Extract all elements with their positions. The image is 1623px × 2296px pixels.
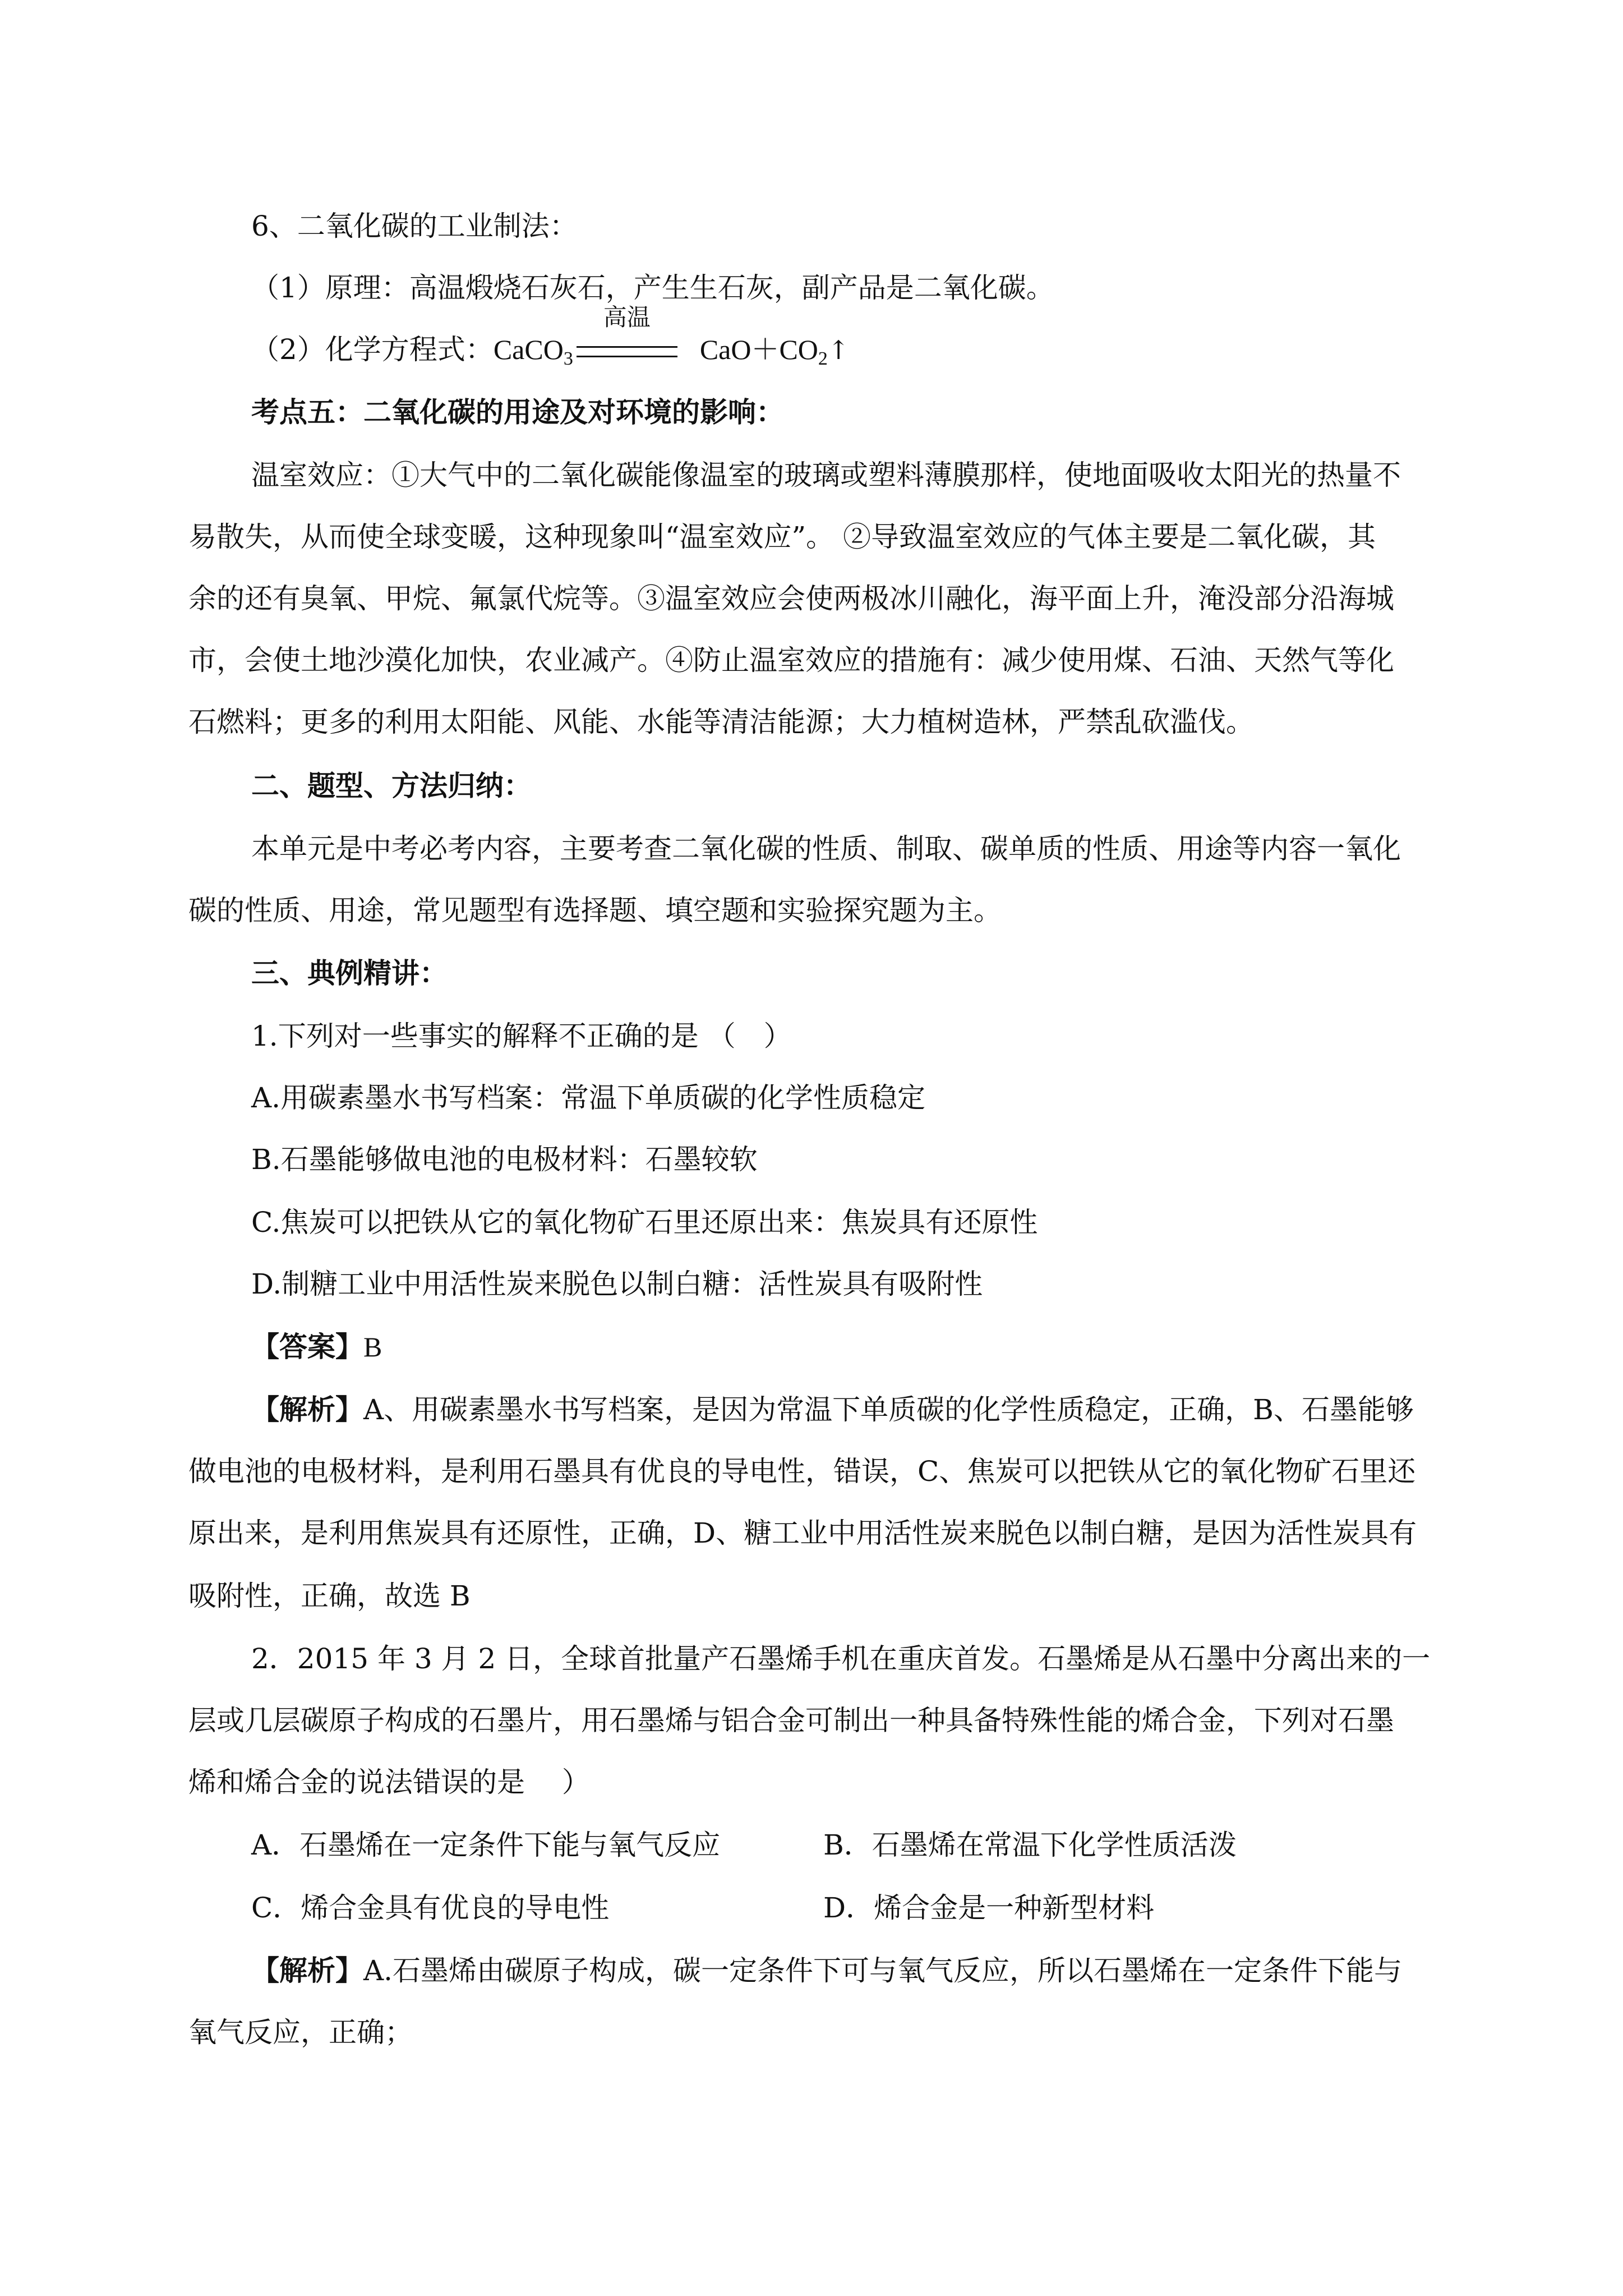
answer-label: 【答案】 [251, 1330, 363, 1363]
point-5-line: 温室效应：①大气中的二氧化碳能像温室的玻璃或塑料薄膜那样，使地面吸收太阳光的热量不 [251, 459, 1401, 491]
question-1-option-c: C.焦炭可以把铁从它的氧化物矿石里还原出来：焦炭具有还原性 [251, 1206, 1038, 1239]
question-2-stem: 层或几层碳原子构成的石墨片，用石墨烯与铝合金可制出一种具备特殊性能的烯合金，下列对石墨 [188, 1704, 1394, 1737]
analysis-line: 做电池的电极材料，是利用石墨具有优良的导电性，错误，C、焦炭可以把铁从它的氧化物矿石里还 [188, 1455, 1416, 1488]
equation-reactant: CaCO [493, 334, 564, 365]
gas-arrow-icon: ↑ [827, 335, 850, 365]
reaction-condition [577, 303, 677, 369]
analysis-label: 【解析】 [251, 1954, 363, 1987]
question-1-option-a: A.用碳素墨水书写档案：常温下单质碳的化学性质稳定 [251, 1082, 926, 1114]
question-2-stem: 2．2015 年 3 月 2 日，全球首批量产石墨烯手机在重庆首发。石墨烯是从石墨中分离出来的一 [251, 1642, 1431, 1675]
question-1-analysis [251, 1390, 1429, 1429]
point-5-line: 市，会使土地沙漠化加快，农业减产。④防止温室效应的措施有：减少使用煤、石油、天然气等化 [188, 644, 1394, 677]
part-2-line: 本单元是中考必考内容，主要考查二氧化碳的性质、制取、碳单质的性质、用途等内容一氧化 [251, 832, 1401, 865]
question-2-option-d: D．烯合金是一种新型材料 [823, 1892, 1155, 1924]
question-2-option-a: A．石墨烯在一定条件下能与氧气反应 [251, 1829, 721, 1861]
point-5-heading: 考点五：二氧化碳的用途及对环境的影响： [251, 395, 784, 429]
question-2-stem: 烯和烯合金的说法错误的是 ） [188, 1766, 590, 1798]
equation-prefix: （2）化学方程式： [251, 333, 494, 366]
section-6-title: 6、二氧化碳的工业制法： [251, 210, 578, 242]
point-5-line: 余的还有臭氧、甲烷、氟氯代烷等。③温室效应会使两极冰川融化，海平面上升，淹没部分沿海城 [188, 582, 1394, 615]
question-2-analysis [251, 1951, 1429, 1990]
equation-products-subscript: 2 [818, 348, 828, 369]
question-1-option-d: D.制糖工业中用活性炭来脱色以制白糖：活性炭具有吸附性 [251, 1268, 983, 1300]
reaction-condition-label: 高温 [603, 303, 651, 331]
analysis-line: A.石墨烯由碳原子构成，碳一定条件下可与氧气反应，所以石墨烯在一定条件下能与 [363, 1954, 1403, 1987]
analysis-line: A、用碳素墨水书写档案，是因为常温下单质碳的化学性质稳定，正确，B、石墨能够 [363, 1393, 1414, 1426]
question-1-answer [251, 1327, 1429, 1366]
equation-products: CaO＋CO [699, 334, 818, 365]
point-5-line: 易散失，从而使全球变暖，这种现象叫“温室效应”。 ②导致温室效应的气体主要是二氧化碳，其 [188, 521, 1376, 553]
equals-sign [577, 346, 677, 357]
question-1-stem: 1.下列对一些事实的解释不正确的是 （ ） [251, 1020, 792, 1052]
equation-reactant-subscript: 3 [563, 348, 573, 369]
question-1-option-b: B.石墨能够做电池的电极材料：石墨较软 [251, 1143, 758, 1176]
analysis-line: 原出来，是利用焦炭具有还原性，正确，D、糖工业中用活性炭来脱色以制白糖，是因为活性炭具有 [188, 1517, 1417, 1549]
part-3-heading: 三、典例精讲： [251, 956, 448, 990]
point-5-line: 石燃料；更多的利用太阳能、风能、水能等清洁能源；大力植树造林，严禁乱砍滥伐。 [188, 706, 1254, 738]
question-2-option-c: C．烯合金具有优良的导电性 [251, 1892, 610, 1924]
chemical-equation [251, 303, 1429, 379]
analysis-line: 吸附性，正确，故选 B [188, 1580, 471, 1612]
part-2-heading: 二、题型、方法归纳： [251, 769, 532, 802]
section-6-principle: （1）原理：高温煅烧石灰石，产生生石灰，副产品是二氧化碳。 [251, 272, 1054, 304]
part-2-line: 碳的性质、用途，常见题型有选择题、填空题和实验探究题为主。 [188, 894, 1002, 927]
analysis-label: 【解析】 [251, 1393, 363, 1426]
answer-value: B [363, 1331, 382, 1363]
analysis-line: 氧气反应，正确； [188, 2016, 413, 2049]
question-2-option-b: B．石墨烯在常温下化学性质活泼 [823, 1829, 1237, 1861]
